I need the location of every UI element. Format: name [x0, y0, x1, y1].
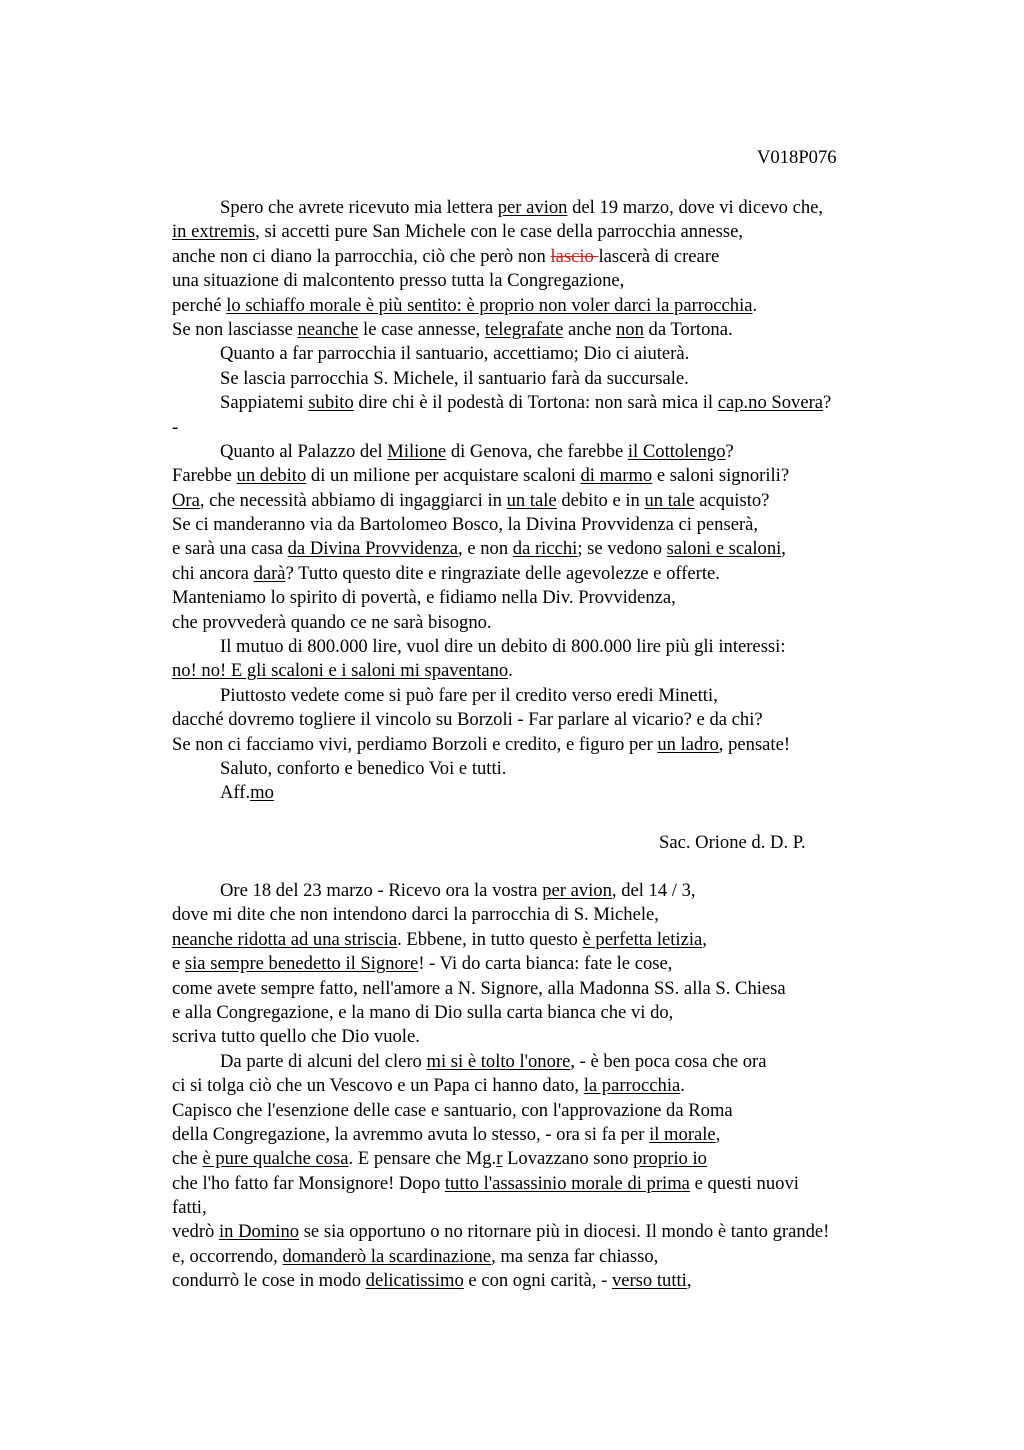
document-code: V018P076	[757, 147, 837, 168]
text-line: Ora, che necessità abbiamo di ingaggiarci in un tale debito e in un tale acquisto?	[172, 489, 770, 511]
text-line: che l'ho fatto far Monsignore! Dopo tutto l'assassinio morale di prima e questi nuovi	[172, 1172, 799, 1194]
text-line: no! no! E gli scaloni e i saloni mi spaventano.	[172, 660, 513, 682]
text-line: Se non ci facciamo vivi, perdiamo Borzoli e credito, e figuro per un ladro, pensate!	[172, 733, 791, 755]
text-line: e, occorrendo, domanderò la scardinazione, ma senza far chiasso,	[172, 1245, 659, 1267]
text-line: Se ci manderanno via da Bartolomeo Bosco, la Divina Provvidenza ci penserà,	[172, 514, 759, 536]
text-line: Saluto, conforto e benedico Voi e tutti.	[220, 757, 507, 779]
text-line: della Congregazione, la avremmo avuta lo stesso, - ora si fa per il morale,	[172, 1123, 721, 1145]
closing: Aff.mo	[220, 782, 274, 804]
postscript-body	[172, 879, 952, 1294]
text-line: Capisco che l'esenzione delle case e santuario, con l'approvazione da Roma	[172, 1099, 733, 1121]
text-line: dacché dovremo togliere il vincolo su Borzoli - Far parlare al vicario? e da chi?	[172, 709, 763, 731]
text-line: anche non ci diano la parrocchia, ciò che però non lascio lascerà di creare	[172, 245, 720, 267]
text-line: scriva tutto quello che Dio vuole.	[172, 1026, 420, 1048]
text-line: fatti,	[172, 1197, 207, 1219]
text-line: chi ancora darà? Tutto questo dite e ringraziate delle agevolezze e offerte.	[172, 562, 720, 584]
text-line: che provvederà quando ce ne sarà bisogno.	[172, 611, 492, 633]
text-line: come avete sempre fatto, nell'amore a N. Signore, alla Madonna SS. alla S. Chiesa	[172, 977, 786, 999]
text-line: che è pure qualche cosa. E pensare che Mg.r Lovazzano sono proprio io	[172, 1148, 707, 1170]
text-line: Ore 18 del 23 marzo - Ricevo ora la vostra per avion, del 14 / 3,	[220, 880, 696, 901]
text-line: Piuttosto vedete come si può fare per il credito verso eredi Minetti,	[220, 684, 718, 706]
text-line: Se lascia parrocchia S. Michele, il santuario farà da succursale.	[220, 367, 689, 389]
text-line: perché lo schiaffo morale è più sentito: è proprio non voler darci la parrocchia.	[172, 294, 758, 316]
text-line: dove mi dite che non intendono darci la parrocchia di S. Michele,	[172, 904, 659, 926]
text-line: Quanto a far parrocchia il santuario, accettiamo; Dio ci aiuterà.	[220, 343, 690, 365]
text-line: Il mutuo di 800.000 lire, vuol dire un debito di 800.000 lire più gli interessi:	[220, 636, 786, 658]
text-line: e sia sempre benedetto il Signore! - Vi do carta bianca: fate le cose,	[172, 953, 673, 975]
text-line: Farebbe un debito di un milione per acquistare scaloni di marmo e saloni signorili?	[172, 465, 790, 487]
text-line: neanche ridotta ad una striscia. Ebbene, in tutto questo è perfetta letizia,	[172, 928, 707, 950]
text-line: Se non lasciasse neanche le case annesse, telegrafate anche non da Tortona.	[172, 318, 733, 340]
deleted-word: lascio	[550, 245, 599, 267]
text-line: in extremis, si accetti pure San Michele con le case della parrocchia annesse,	[172, 221, 743, 243]
text-line: Spero che avrete ricevuto mia lettera per avion del 19 marzo, dove vi dicevo che,	[220, 197, 824, 218]
text-line: una situazione di malcontento presso tutta la Congregazione,	[172, 270, 625, 292]
letter-body	[172, 196, 952, 806]
signature: Sac. Orione d. D. P.	[659, 832, 806, 853]
text-line: Manteniamo lo spirito di povertà, e fidiamo nella Div. Provvidenza,	[172, 587, 676, 609]
text-line: Da parte di alcuni del clero mi si è tolto l'onore, - è ben poca cosa che ora	[220, 1050, 767, 1072]
text-line: e sarà una casa da Divina Provvidenza, e non da ricchi; se vedono saloni e scaloni,	[172, 538, 786, 560]
text-line: vedrò in Domino se sia opportuno o no ritornare più in diocesi. Il mondo è tanto grande!	[172, 1221, 830, 1243]
text-line: ci si tolga ciò che un Vescovo e un Papa ci hanno dato, la parrocchia.	[172, 1075, 685, 1097]
text-line: e alla Congregazione, e la mano di Dio sulla carta bianca che vi do,	[172, 1001, 674, 1023]
text-line: condurrò le cose in modo delicatissimo e con ogni carità, - verso tutti,	[172, 1270, 692, 1292]
text-line: Sappiatemi subito dire chi è il podestà di Tortona: non sarà mica il cap.no Sovera?	[220, 392, 832, 414]
text-line: -	[172, 416, 179, 438]
text-line: Quanto al Palazzo del Milione di Genova, che farebbe il Cottolengo?	[220, 440, 734, 462]
